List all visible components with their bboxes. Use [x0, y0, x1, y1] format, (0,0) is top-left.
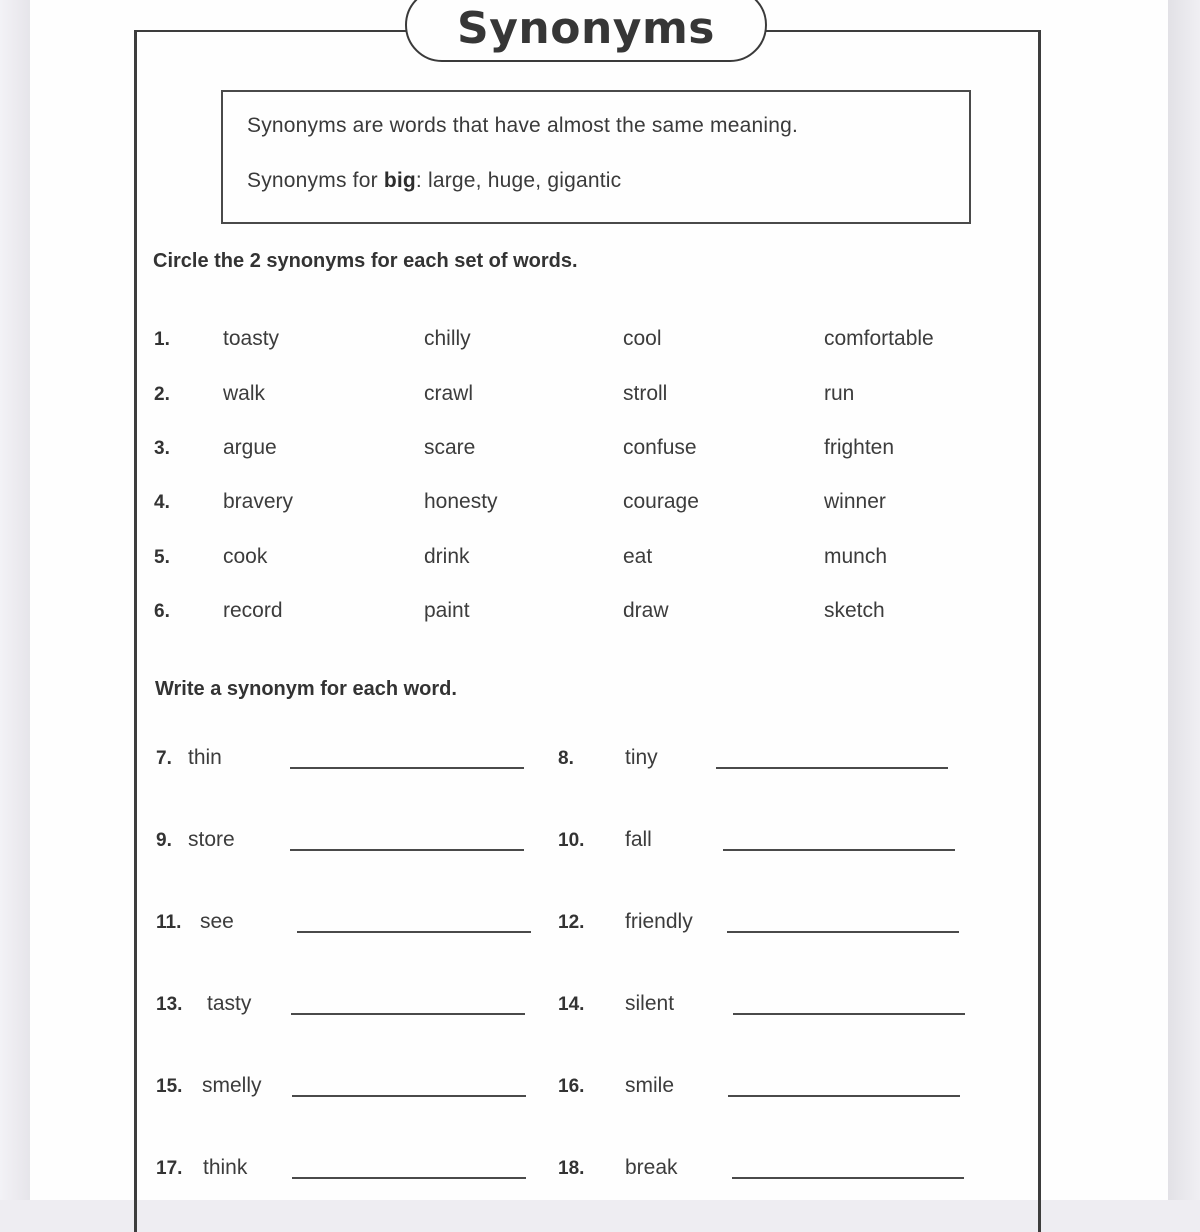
answer-blank[interactable] [292, 1095, 526, 1097]
section2-instruction: Write a synonym for each word. [155, 678, 457, 700]
word-choice[interactable]: toasty [223, 327, 280, 350]
word-choice[interactable]: frighten [824, 436, 895, 459]
prompt-word: tasty [207, 992, 252, 1015]
answer-blank[interactable] [733, 1013, 965, 1015]
word-choice[interactable]: cool [623, 327, 662, 350]
item-number: 9. [156, 830, 172, 851]
answer-blank[interactable] [716, 767, 948, 769]
item-number: 13. [156, 994, 183, 1015]
answer-blank[interactable] [291, 1013, 525, 1015]
word-choice[interactable]: paint [424, 599, 470, 622]
word-choice[interactable]: eat [623, 545, 653, 568]
row-number: 2. [154, 384, 170, 405]
word-choice[interactable]: cook [223, 545, 268, 568]
answer-blank[interactable] [727, 931, 959, 933]
word-choice[interactable]: argue [223, 436, 277, 459]
word-choice[interactable]: stroll [623, 382, 668, 405]
example-synonyms: : large, huge, gigantic [415, 169, 622, 192]
prompt-word: break [625, 1156, 678, 1179]
prompt-word: fall [625, 828, 652, 851]
prompt-word: friendly [625, 910, 693, 933]
row-number: 3. [154, 438, 170, 459]
item-number: 10. [558, 830, 585, 851]
item-number: 12. [558, 912, 585, 933]
word-choice[interactable]: comfortable [824, 327, 934, 350]
word-choice[interactable]: walk [223, 382, 266, 405]
item-number: 18. [558, 1158, 585, 1179]
prompt-word: think [203, 1156, 248, 1179]
word-choice[interactable]: confuse [623, 436, 697, 459]
prompt-word: thin [188, 746, 222, 769]
row-number: 4. [154, 492, 170, 513]
prompt-word: tiny [625, 746, 658, 769]
answer-blank[interactable] [732, 1177, 964, 1179]
item-number: 17. [156, 1158, 183, 1179]
word-choice[interactable]: scare [424, 436, 476, 459]
word-choice[interactable]: record [223, 599, 283, 622]
word-choice[interactable]: honesty [424, 490, 498, 513]
prompt-word: store [188, 828, 235, 851]
right-gutter [1168, 0, 1200, 1200]
word-choice[interactable]: run [824, 382, 855, 405]
item-number: 7. [156, 748, 172, 769]
word-choice[interactable]: sketch [824, 599, 885, 622]
left-gutter [0, 0, 30, 1200]
word-choice[interactable]: munch [824, 545, 888, 568]
row-number: 1. [154, 329, 170, 350]
definition-text: Synonyms are words that have almost the same meaning. [247, 114, 799, 137]
title-banner [405, 0, 767, 62]
prompt-word: smelly [202, 1074, 262, 1097]
word-choice[interactable]: bravery [223, 490, 294, 513]
word-choice[interactable]: draw [623, 599, 669, 622]
page-title: Synonyms [457, 2, 715, 54]
item-number: 11. [156, 912, 182, 933]
answer-blank[interactable] [723, 849, 955, 851]
word-choice[interactable]: crawl [424, 382, 474, 405]
prompt-word: see [200, 910, 234, 933]
word-choice[interactable]: courage [623, 490, 699, 513]
word-choice[interactable]: winner [824, 490, 886, 513]
prompt-word: silent [625, 992, 675, 1015]
example-text [247, 169, 621, 193]
row-number: 6. [154, 601, 170, 622]
answer-blank[interactable] [290, 767, 524, 769]
word-choice[interactable]: chilly [424, 327, 471, 350]
definition-box [221, 90, 971, 224]
example-prefix: Synonyms for [247, 169, 384, 192]
answer-blank[interactable] [290, 849, 524, 851]
answer-blank[interactable] [297, 931, 531, 933]
row-number: 5. [154, 547, 170, 568]
prompt-word: smile [625, 1074, 675, 1097]
item-number: 16. [558, 1076, 585, 1097]
example-keyword: big [383, 169, 416, 192]
section1-instruction: Circle the 2 synonyms for each set of words. [153, 250, 578, 272]
word-choice[interactable]: drink [424, 545, 470, 568]
item-number: 8. [558, 748, 574, 769]
item-number: 15. [156, 1076, 183, 1097]
answer-blank[interactable] [728, 1095, 960, 1097]
answer-blank[interactable] [292, 1177, 526, 1179]
item-number: 14. [558, 994, 585, 1015]
